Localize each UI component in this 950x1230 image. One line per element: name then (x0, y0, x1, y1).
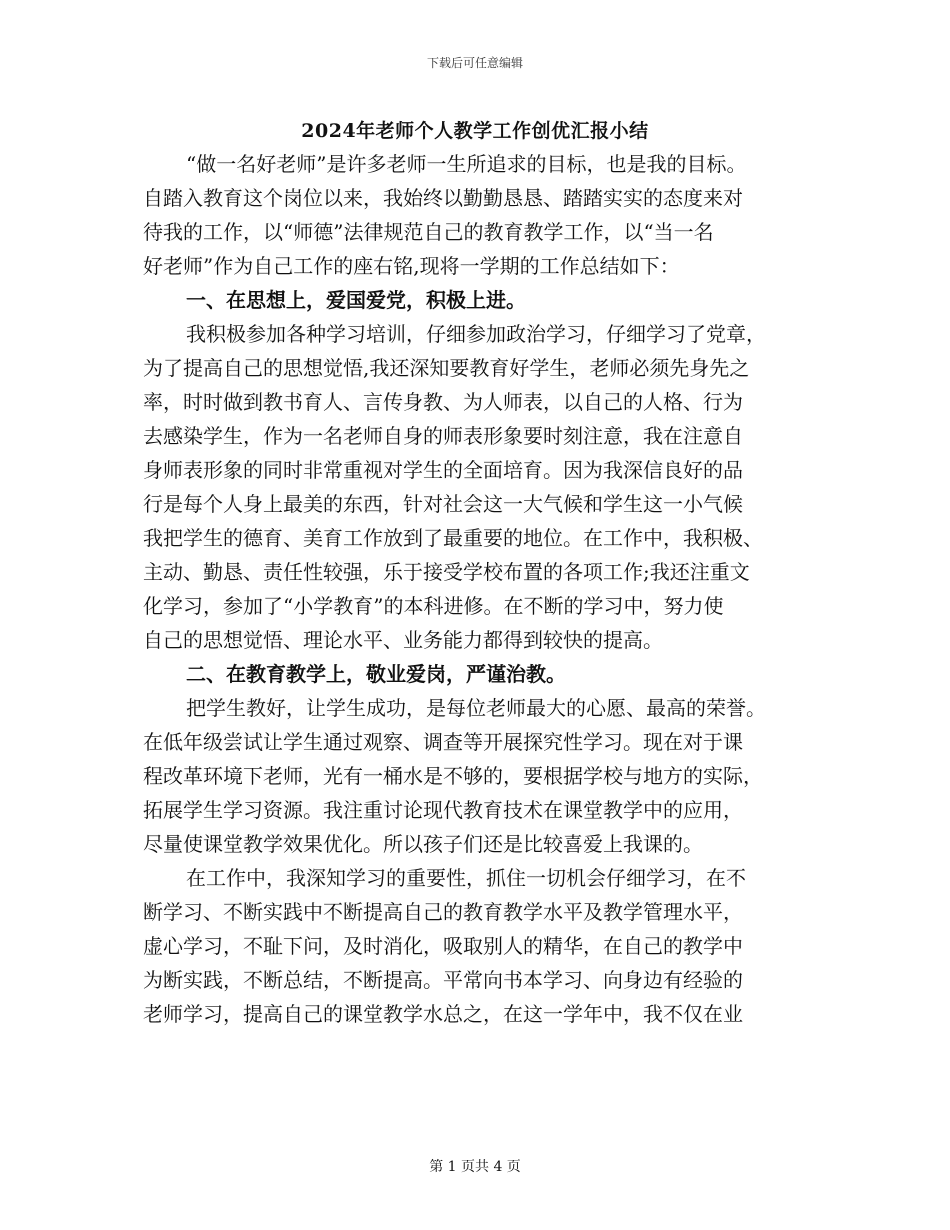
paragraph-line: 行是每个人身上最美的东西，针对社会这一大气候和学生这一小气候 (143, 492, 743, 516)
paragraph-line: 把学生教好，让学生成功，是每位老师最大的心愿、最高的荣誉。 (186, 696, 766, 720)
paragraph-line: 断学习、不断实践中不断提高自己的教育教学水平及教学管理水平， (143, 900, 743, 924)
paragraph-line: 去感染学生，作为一名老师自身的师表形象要时刻注意，我在注意自 (143, 424, 743, 448)
paragraph-line: 程改革环境下老师，光有一桶水是不够的，要根据学校与地方的实际， (143, 764, 763, 788)
section-heading: 一、在思想上，爱国爱党，积极上进。 (186, 288, 526, 312)
paragraph-line: 身师表形象的同时非常重视对学生的全面培育。因为我深信良好的品 (143, 458, 743, 482)
paragraph-line: 虚心学习，不耻下问，及时消化，吸取别人的精华，在自己的教学中 (143, 934, 743, 958)
paragraph-line: 好老师”作为自己工作的座右铭,现将一学期的工作总结如下： (143, 254, 680, 278)
paragraph-line: 化学习，参加了“小学教育”的本科进修。在不断的学习中，努力使 (143, 594, 724, 618)
paragraph-line: 待我的工作，以“师德”法律规范自己的教育教学工作，以“当一名 (143, 220, 714, 244)
paragraph-line: 在工作中，我深知学习的重要性，抓住一切机会仔细学习，在不 (186, 866, 746, 890)
paragraph-line: 率，时时做到教书育人、言传身教、为人师表，以自己的人格、行为 (143, 390, 743, 414)
paragraph-line: 自踏入教育这个岗位以来，我始终以勤勤恳恳、踏踏实实的态度来对 (143, 186, 743, 210)
paragraph-line: 自己的思想觉悟、理论水平、业务能力都得到较快的提高。 (143, 628, 663, 652)
paragraph-line: 老师学习，提高自己的课堂教学水总之，在这一学年中，我不仅在业 (143, 1002, 743, 1026)
page-number-footer: 第 1 页共 4 页 (429, 1159, 521, 1175)
paragraph-line: 我积极参加各种学习培训，仔细参加政治学习，仔细学习了党章， (186, 322, 766, 346)
paragraph-line: 拓展学生学习资源。我注重讨论现代教育技术在课堂教学中的应用， (143, 798, 743, 822)
paragraph-line: 我把学生的德育、美育工作放到了最重要的地位。在工作中，我积极、 (143, 526, 763, 550)
paragraph-line: 在低年级尝试让学生通过观察、调查等开展探究性学习。现在对于课 (143, 730, 743, 754)
paragraph-line: “做一名好老师”是许多老师一生所追求的目标，也是我的目标。 (186, 152, 747, 176)
paragraph-line: 为断实践，不断总结，不断提高。平常向书本学习、向身边有经验的 (143, 968, 743, 992)
page-header-note: 下载后可任意编辑 (426, 56, 523, 70)
paragraph-line: 主动、勤恳、责任性较强，乐于接受学校布置的各项工作;我还注重文 (143, 560, 750, 584)
paragraph-line: 尽量使课堂教学效果优化。所以孩子们还是比较喜爱上我课的。 (143, 832, 703, 856)
paragraph-line: 为了提高自己的思想觉悟,我还深知要教育好学生，老师必须先身先之 (143, 356, 750, 380)
section-heading: 二、在教育教学上，敬业爱岗，严谨治教。 (186, 662, 566, 686)
document-title: 2024年老师个人教学工作创优汇报小结 (301, 120, 649, 142)
